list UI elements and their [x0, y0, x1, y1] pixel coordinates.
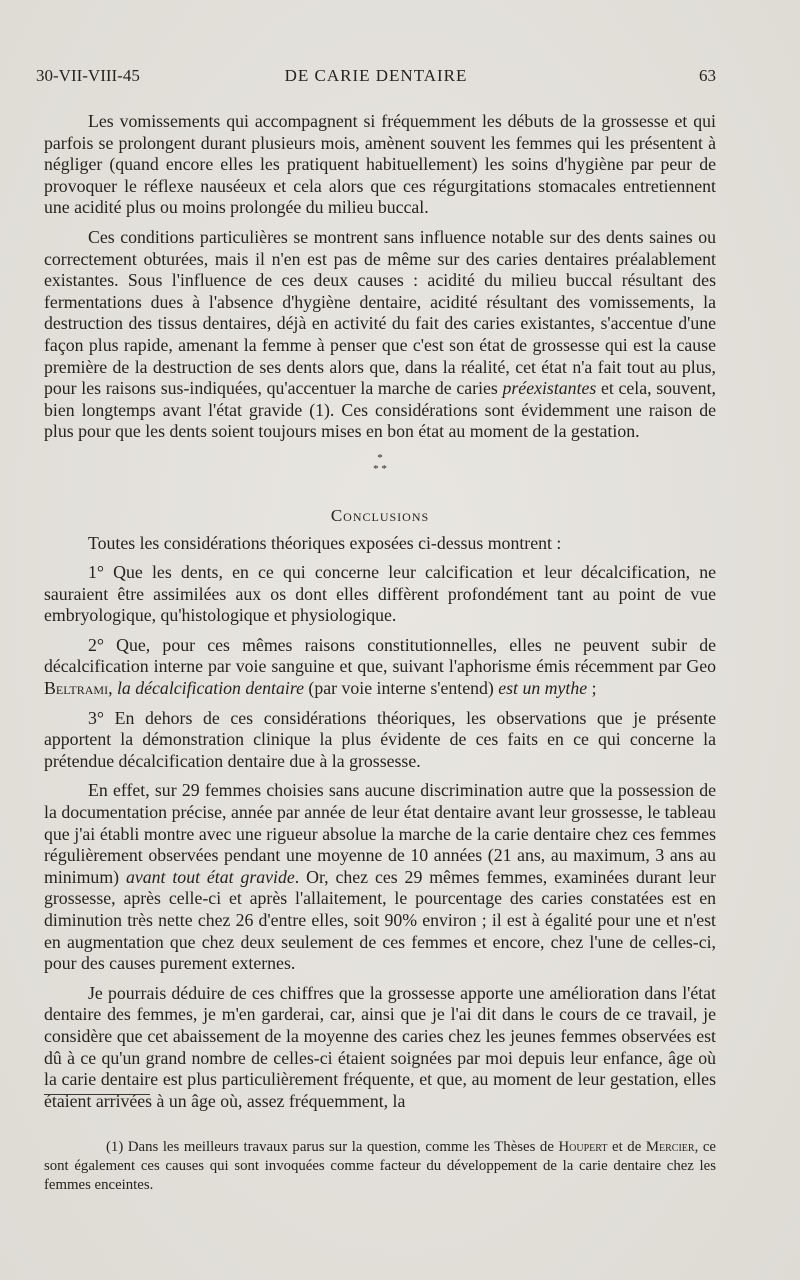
- italic-aphorism-part2: est un mythe: [498, 678, 588, 699]
- italic-avant-tout-etat-gravide: avant tout état gravide: [125, 866, 295, 887]
- footnote-text-c: , ce sont également ces causes qui sont invoquées comme facteur du développement de la carie dentaire chez les femmes enceintes.: [44, 1139, 716, 1193]
- paragraph-conclusion-3: 3° En dehors de ces considérations théoriques, les observations que je présente apportent la démonstration clinique la plus évidente de ces faits en ce qui concerne la prétendue décalcification dentaire due à la grossesse.: [44, 707, 716, 771]
- header-date: 30-VII-VIII-45: [36, 66, 140, 85]
- footnote: [44, 1138, 716, 1195]
- paragraph-observations-text-b: . Or, chez ces 29 mêmes femmes, examinées durant leur grossesse, après celle-ci et après l'allaitement, le pourcentage des caries constatées est en diminution très nette chez 26 d'entre elles, soit 90% environ ; il est à égalité pour une et n'est en augmentation que chez deux seulement de ces femmes et encore, chez l'une de celles-ci, pour des causes purement externes.: [44, 866, 716, 974]
- paragraph-conclusion-1: 1° Que les dents, en ce qui concerne leur calcification et leur décalcification, ne sauraient être assimilées aux os dont elles diffèrent profondément tant au point de vue embryologique, qu'histologique et physiologique.: [44, 562, 716, 626]
- page-number: 63: [699, 66, 716, 85]
- author-name-beltrami: Beltrami: [44, 678, 109, 699]
- footnote-separator: [44, 1094, 150, 1095]
- paragraph-conditions-text-a: Ces conditions particulières se montrent sans influence notable sur des dents saines ou correctement obturées, mais il n'en est pas de même sur des caries dentaires préalablement existantes. Sous l'influence de ces deux causes : acidité du milieu buccal résultant des fermentations dues à l'absence d'hygiène dentaire, acidité résultant des vomissements, la destruction des tissus dentaires, déjà en activité du fait des caries existantes, s'accentue d'une façon plus rapide, amenant la femme à penser que c'est son état de grossesse qui est la cause première de la destruction de ses dents alors que, dans la réalité, cet état n'a fait tout au plus, pour les raisons sus-indiquées, qu'accentuer la marche de caries: [44, 226, 716, 399]
- paragraph-conditions-text-b: et cela, souvent, bien longtemps avant l'état gravide (1). Ces considérations sont évidemment une raison de plus pour que les dents soient toujours mises en bon état au moment de la gestation.: [44, 378, 716, 442]
- asterism-divider: [44, 453, 716, 487]
- author-name-houpert: Houpert: [558, 1139, 608, 1155]
- italic-preexistantes: préexistantes: [502, 378, 597, 399]
- paragraph-conditions: [44, 227, 716, 443]
- asterism-top: *: [377, 451, 383, 464]
- footnote-text-b: et de: [607, 1139, 646, 1155]
- paragraph-deduction: Je pourrais déduire de ces chiffres que la grossesse apporte une amélioration dans l'état dentaire des femmes, je m'en garderai, car, ainsi que je l'ai dit dans le cours de ce travail, je considère que cet abaissement de la moyenne des caries chez les jeunes femmes observées est dû à ce qu'un grand nombre de celles-ci étaient soignées par moi depuis leur enfance, âge où la carie dentaire est plus particulièrement fréquente, et que, au moment de leur gestation, elles étaient arrivées à un âge où, assez fréquemment, la: [44, 982, 716, 1111]
- paragraph-observations-text-a: En effet, sur 29 femmes choisies sans aucune discrimination autre que la possession de la documentation précise, année par année de leur état dentaire avant leur grossesse, le tableau que j'ai établi montre avec une rigueur absolue la marche de la carie dentaire chez ces femmes régulièrement observées pendant une moyenne de 10 années (21 ans, au maximum, 3 ans au minimum): [44, 780, 716, 887]
- paragraph-conclusion-2-text-c: ;: [587, 678, 597, 699]
- paragraph-conclusion-2-text-b: (par voie interne s'entend): [303, 678, 499, 699]
- paragraph-vomissements: Les vomissements qui accompagnent si fréquemment les débuts de la grossesse et qui parfois se prolongent durant plusieurs mois, amènent souvent les femmes qui les présentent à négliger (quand encore elles les pratiquent habituellement) les soins d'hygiène par peur de provoquer le réflexe nauséeux et cela alors que ces régurgitations stomacales entretiennent une acidité plus ou moins prolongée du milieu buccal.: [44, 111, 716, 218]
- author-name-mercier: Mercier: [645, 1139, 695, 1155]
- paragraph-observations: [44, 780, 716, 974]
- paragraph-conclusion-2-text-a: 2° Que, pour ces mêmes raisons constitutionnelles, elles ne peuvent subir de décalcification interne par voie sanguine et que, suivant l'aphorisme émis récemment par Geo: [44, 634, 716, 677]
- running-header: [36, 66, 716, 92]
- section-heading-conclusions: Conclusions: [330, 505, 430, 525]
- paragraph-conclusion-2: [44, 635, 716, 700]
- footnote-text-a: (1) Dans les meilleurs travaux parus sur la question, comme les Thèses de: [106, 1139, 559, 1155]
- italic-aphorism-part1: , la décalcification dentaire: [108, 678, 304, 699]
- paragraph-intro-conclusions: Toutes les considérations théoriques exposées ci-dessus montrent :: [88, 532, 562, 553]
- asterism-bottom: * *: [373, 462, 387, 475]
- header-title: DE CARIE DENTAIRE: [284, 66, 468, 85]
- body-text: [44, 111, 716, 1120]
